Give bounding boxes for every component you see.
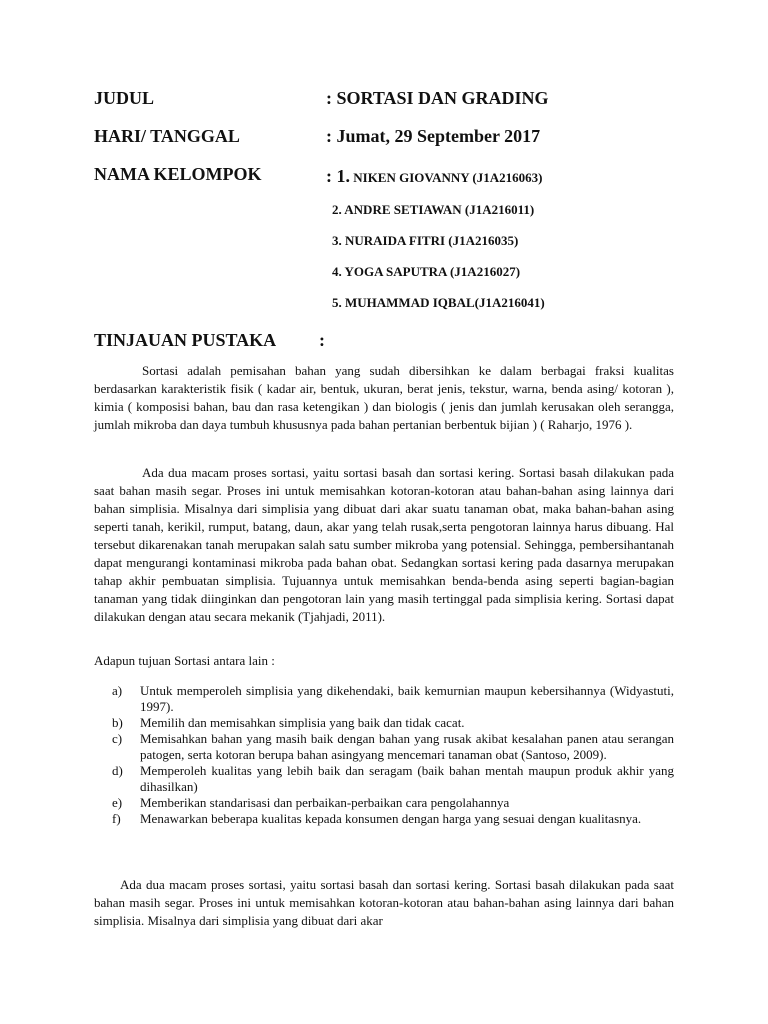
paragraph-list-intro: Adapun tujuan Sortasi antara lain : bbox=[94, 653, 275, 668]
list-item bbox=[94, 811, 674, 827]
list-item-marker: c) bbox=[112, 731, 123, 746]
list-item-marker: f) bbox=[112, 811, 121, 826]
list-item-marker: d) bbox=[112, 763, 123, 778]
paragraph-2-text: Ada dua macam proses sortasi, yaitu sortasi basah dan sortasi kering. Sortasi basah dilakukan pada saat bahan masih segar. Proses ini untuk memisahkan kotoran-kotoran atau bahan-bahan asing lainnya dari bahan simplisia. Misalnya dari simplisia yang dibuat dari akar suatu tanaman obat, maka bahan-bahan asing seperti tanah, kerikil, rumput, batang, daun, akar yang telah rusak,serta pengotoran lainnya harus dibuang. Hal tersebut dikarenakan tanah merupakan salah satu sumber mikroba yang potensial. Sehingga, pembersihantanah dapat mengurangi kontaminasi mikroba pada bahan obat. Sedangkan sortasi kering pada dasarnya merupakan tahap akhir pembuatan simplisia. Tujuannya untuk memisahkan benda-benda asing seperti bagian-bagian tanaman yang tidak diinginkan dan pengotoran lain yang masih tertinggal pada simplisia kering. Sortasi dapat dilakukan dengan atau secara mekanik (Tjahjadi, 2011). bbox=[94, 465, 674, 624]
list-item-text: Untuk memperoleh simplisia yang dikehendaki, baik kemurnian maupun kebersihannya (Widyastuti, 1997). bbox=[140, 683, 674, 714]
paragraph-sortasi-types-repeat bbox=[94, 876, 674, 930]
judul-value: : SORTASI DAN GRADING bbox=[326, 88, 549, 108]
list-item-marker: a) bbox=[112, 683, 123, 698]
paragraph-1-text: Sortasi adalah pemisahan bahan yang sudah dibersihkan ke dalam berbagai fraksi kualitas berdasarkan karakteristik fisik ( kadar air, bentuk, ukuran, berat jenis, tekstur, warna, benda asing/ kotoran ), kimia ( komposisi bahan, bau dan rasa ketengikan ) dan biologis ( jenis dan jumlah kerusakan oleh serangga, jumlah mikroba dan daya tumbuh khususnya pada bahan pertanian berbentuk bijian ) ( Raharjo, 1976 ). bbox=[94, 363, 674, 432]
list-item-text: Memisahkan bahan yang masih baik dengan bahan yang rusak akibat kesalahan panen atau serangan patogen, serta kotoran berupa bahan asingyang mencemari tanaman obat (Santoso, 2009). bbox=[140, 731, 674, 762]
paragraph-sortasi-definition bbox=[94, 362, 674, 434]
hari-tanggal-label: HARI/ TANGGAL bbox=[94, 126, 240, 146]
section-title-text: TINJAUAN PUSTAKA bbox=[94, 330, 277, 350]
member-1-name: NIKEN GIOVANNY (J1A216063) bbox=[353, 170, 543, 185]
paragraph-4-text: Ada dua macam proses sortasi, yaitu sortasi basah dan sortasi kering. Sortasi basah dilakukan pada saat bahan masih segar. Proses ini untuk memisahkan kotoran-kotoran atau bahan-bahan asing lainnya dari bahan simplisia. Misalnya dari simplisia yang dibuat dari akar bbox=[94, 877, 674, 928]
list-item bbox=[94, 731, 674, 763]
paragraph-sortasi-types bbox=[94, 464, 674, 626]
member-3: 3. NURAIDA FITRI (J1A216035) bbox=[332, 233, 519, 248]
list-item bbox=[94, 715, 674, 731]
purpose-list bbox=[94, 683, 674, 827]
section-title-colon: : bbox=[319, 330, 325, 350]
member-4: 4. YOGA SAPUTRA (J1A216027) bbox=[332, 264, 521, 279]
member-1 bbox=[326, 166, 542, 187]
list-item-text: Memberikan standarisasi dan perbaikan-perbaikan cara pengolahannya bbox=[140, 795, 510, 810]
member-1-number: : 1. bbox=[326, 166, 350, 186]
list-item-marker: b) bbox=[112, 715, 123, 730]
list-item-marker: e) bbox=[112, 795, 123, 810]
section-title bbox=[94, 330, 325, 351]
list-item-text: Menawarkan beberapa kualitas kepada konsumen dengan harga yang sesuai dengan kualitasnya. bbox=[140, 811, 642, 826]
judul-label: JUDUL bbox=[94, 88, 155, 108]
list-item-text: Memilih dan memisahkan simplisia yang baik dan tidak cacat. bbox=[140, 715, 465, 730]
list-item-text: Memperoleh kualitas yang lebih baik dan seragam (baik bahan mentah maupun produk akhir yang dihasilkan) bbox=[140, 763, 674, 794]
hari-tanggal-value: : Jumat, 29 September 2017 bbox=[326, 126, 541, 146]
list-item bbox=[94, 683, 674, 715]
list-item bbox=[94, 795, 674, 811]
nama-kelompok-label: NAMA KELOMPOK bbox=[94, 164, 262, 184]
member-2: 2. ANDRE SETIAWAN (J1A216011) bbox=[332, 202, 535, 217]
list-item bbox=[94, 763, 674, 795]
member-5: 5. MUHAMMAD IQBAL(J1A216041) bbox=[332, 295, 545, 310]
